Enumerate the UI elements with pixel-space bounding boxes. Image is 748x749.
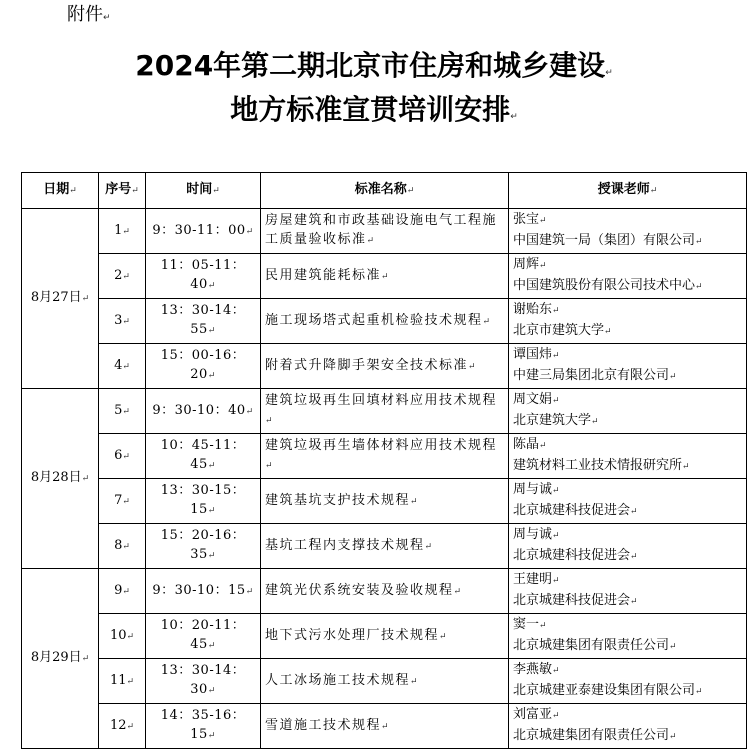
paragraph-mark: ↵ <box>207 371 216 381</box>
paragraph-mark: ↵ <box>122 451 130 462</box>
standard-name-cell: 施工现场塔式起重机检验技术规程↵ <box>261 299 509 344</box>
lecturer-cell <box>509 299 747 344</box>
paragraph-mark: ↵ <box>122 316 130 327</box>
lecturer-organization: 中国建筑一局（集团）有限公司↵ <box>513 233 703 248</box>
paragraph-mark: ↵ <box>552 306 560 316</box>
paragraph-mark: ↵ <box>265 416 275 426</box>
lecturer-cell <box>509 209 747 254</box>
paragraph-mark: ↵ <box>207 281 216 291</box>
paragraph-mark: ↵ <box>439 631 449 642</box>
paragraph-mark: ↵ <box>604 327 612 337</box>
standard-name-cell: 建筑垃圾再生墙体材料应用技术规程↵ <box>261 434 509 479</box>
lecturer-cell <box>509 389 747 434</box>
column-header-lecturer: 授课老师↵ <box>509 173 747 209</box>
paragraph-mark: ↵ <box>552 711 560 721</box>
lecturer-name: 周与诚↵ <box>513 527 560 542</box>
paragraph-mark: ↵ <box>669 372 677 382</box>
paragraph-mark: ↵ <box>539 216 547 226</box>
paragraph-mark: ↵ <box>695 687 703 697</box>
standard-name-cell: 人工冰场施工技术规程↵ <box>261 659 509 704</box>
number-cell: 4↵ <box>99 344 146 389</box>
time-cell: 9：30-11：00↵ <box>146 209 261 254</box>
standard-name-cell: 建筑基坑支护技术规程↵ <box>261 479 509 524</box>
lecturer-organization: 北京城建科技促进会↵ <box>513 503 638 518</box>
paragraph-mark: ↵ <box>468 361 478 372</box>
date-cell: 8月27日↵ <box>22 209 99 389</box>
lecturer-cell <box>509 434 747 479</box>
lecturer-organization: 北京城建科技促进会↵ <box>513 593 638 608</box>
lecturer-name: 周文娟↵ <box>513 392 560 407</box>
table-header-row <box>22 173 747 209</box>
time-cell: 11：05-11：40↵ <box>146 254 261 299</box>
lecturer-name: 窦一↵ <box>513 617 547 632</box>
paragraph-mark: ↵ <box>453 586 463 597</box>
paragraph-mark: ↵ <box>126 676 135 687</box>
paragraph-mark: ↵ <box>207 326 216 336</box>
paragraph-mark: ↵ <box>649 186 658 196</box>
paragraph-mark: ↵ <box>510 112 518 122</box>
lecturer-organization: 中国建筑股份有限公司技术中心↵ <box>513 278 703 293</box>
paragraph-mark: ↵ <box>122 271 130 282</box>
paragraph-mark: ↵ <box>539 261 547 271</box>
paragraph-mark: ↵ <box>207 641 216 651</box>
training-schedule-table <box>21 172 747 749</box>
paragraph-mark: ↵ <box>207 506 216 516</box>
lecturer-organization: 北京城建亚泰建设集团有限公司↵ <box>513 683 703 698</box>
lecturer-name: 周与诚↵ <box>513 482 560 497</box>
paragraph-mark: ↵ <box>552 486 560 496</box>
paragraph-mark: ↵ <box>630 507 638 517</box>
column-header-date: 日期↵ <box>22 173 99 209</box>
lecturer-organization: 建筑材料工业技术情报研究所↵ <box>513 458 690 473</box>
lecturer-organization: 北京城建科技促进会↵ <box>513 548 638 563</box>
paragraph-mark: ↵ <box>539 441 547 451</box>
standard-name-cell: 附着式升降脚手架安全技术标准↵ <box>261 344 509 389</box>
lecturer-name: 刘富亚↵ <box>513 707 560 722</box>
lecturer-organization: 北京城建集团有限责任公司↵ <box>513 728 677 743</box>
paragraph-mark: ↵ <box>682 462 690 472</box>
paragraph-mark: ↵ <box>381 271 391 282</box>
paragraph-mark: ↵ <box>122 496 130 507</box>
paragraph-mark: ↵ <box>381 721 391 732</box>
number-cell: 3↵ <box>99 299 146 344</box>
paragraph-mark: ↵ <box>552 396 560 406</box>
table-row <box>22 254 747 299</box>
date-cell: 8月29日↵ <box>22 569 99 749</box>
paragraph-mark: ↵ <box>81 654 90 664</box>
column-header-number: 序号↵ <box>99 173 146 209</box>
table-row <box>22 659 747 704</box>
paragraph-mark: ↵ <box>630 552 638 562</box>
paragraph-mark: ↵ <box>591 417 599 427</box>
time-cell: 9：30-10：15↵ <box>146 569 261 614</box>
paragraph-mark: ↵ <box>122 226 130 237</box>
paragraph-mark: ↵ <box>552 576 560 586</box>
number-cell: 8↵ <box>99 524 146 569</box>
paragraph-mark: ↵ <box>103 13 111 23</box>
table-row <box>22 389 747 434</box>
paragraph-mark: ↵ <box>552 531 560 541</box>
table-row <box>22 479 747 524</box>
page-title-line2: 地方标准宣贯培训安排↵ <box>230 93 518 126</box>
paragraph-mark: ↵ <box>245 226 254 237</box>
table-row <box>22 299 747 344</box>
paragraph-mark: ↵ <box>406 186 415 196</box>
table-row <box>22 434 747 479</box>
paragraph-mark: ↵ <box>69 186 77 196</box>
paragraph-mark: ↵ <box>245 406 254 417</box>
lecturer-cell <box>509 479 747 524</box>
lecturer-cell <box>509 344 747 389</box>
paragraph-mark: ↵ <box>122 361 130 372</box>
lecturer-name: 王建明↵ <box>513 572 560 587</box>
paragraph-mark: ↵ <box>207 461 216 471</box>
date-cell: 8月28日↵ <box>22 389 99 569</box>
standard-name-cell: 民用建筑能耗标准↵ <box>261 254 509 299</box>
paragraph-mark: ↵ <box>122 406 130 417</box>
attachment-label: 附件↵ <box>67 4 111 25</box>
paragraph-mark: ↵ <box>366 236 376 246</box>
number-cell: 11↵ <box>99 659 146 704</box>
lecturer-cell <box>509 254 747 299</box>
table-row <box>22 209 747 254</box>
lecturer-name: 周辉↵ <box>513 257 547 272</box>
number-cell: 10↵ <box>99 614 146 659</box>
time-cell: 10：45-11：45↵ <box>146 434 261 479</box>
paragraph-mark: ↵ <box>539 621 547 631</box>
time-cell: 15：20-16：35↵ <box>146 524 261 569</box>
paragraph-mark: ↵ <box>410 496 420 507</box>
number-cell: 5↵ <box>99 389 146 434</box>
number-cell: 1↵ <box>99 209 146 254</box>
time-cell: 15：00-16：20↵ <box>146 344 261 389</box>
standard-name-cell: 雪道施工技术规程↵ <box>261 704 509 749</box>
table-row <box>22 569 747 614</box>
number-cell: 7↵ <box>99 479 146 524</box>
paragraph-mark: ↵ <box>669 732 677 742</box>
lecturer-cell <box>509 569 747 614</box>
paragraph-mark: ↵ <box>695 282 703 292</box>
paragraph-mark: ↵ <box>126 631 135 642</box>
lecturer-cell <box>509 614 747 659</box>
number-cell: 2↵ <box>99 254 146 299</box>
paragraph-mark: ↵ <box>482 316 492 327</box>
table-row <box>22 344 747 389</box>
time-cell: 14：35-16：15↵ <box>146 704 261 749</box>
lecturer-name: 谭国炜↵ <box>513 347 560 362</box>
lecturer-cell <box>509 524 747 569</box>
lecturer-cell <box>509 704 747 749</box>
column-header-standard: 标准名称↵ <box>261 173 509 209</box>
standard-name-cell: 基坑工程内支撑技术规程↵ <box>261 524 509 569</box>
time-cell: 13：30-14：55↵ <box>146 299 261 344</box>
time-cell: 10：20-11：45↵ <box>146 614 261 659</box>
lecturer-cell <box>509 659 747 704</box>
page-title-line1: 2024年第二期北京市住房和城乡建设↵ <box>135 49 613 82</box>
time-cell: 13：30-14：30↵ <box>146 659 261 704</box>
paragraph-mark: ↵ <box>245 586 254 597</box>
paragraph-mark: ↵ <box>207 731 216 741</box>
table-row <box>22 524 747 569</box>
paragraph-mark: ↵ <box>669 642 677 652</box>
paragraph-mark: ↵ <box>81 294 90 304</box>
column-header-time: 时间↵ <box>146 173 261 209</box>
paragraph-mark: ↵ <box>410 676 420 687</box>
paragraph-mark: ↵ <box>122 586 130 597</box>
time-cell: 9：30-10：40↵ <box>146 389 261 434</box>
lecturer-name: 谢贻东↵ <box>513 302 560 317</box>
lecturer-organization: 北京城建集团有限责任公司↵ <box>513 638 677 653</box>
paragraph-mark: ↵ <box>212 186 220 196</box>
paragraph-mark: ↵ <box>81 474 90 484</box>
paragraph-mark: ↵ <box>122 541 130 552</box>
paragraph-mark: ↵ <box>630 597 638 607</box>
paragraph-mark: ↵ <box>552 351 560 361</box>
number-cell: 12↵ <box>99 704 146 749</box>
standard-name-cell: 地下式污水处理厂技术规程↵ <box>261 614 509 659</box>
number-cell: 6↵ <box>99 434 146 479</box>
paragraph-mark: ↵ <box>207 551 216 561</box>
table-row <box>22 614 747 659</box>
paragraph-mark: ↵ <box>265 461 275 471</box>
paragraph-mark: ↵ <box>605 68 613 78</box>
standard-name-cell: 建筑光伏系统安装及验收规程↵ <box>261 569 509 614</box>
paragraph-mark: ↵ <box>131 186 139 196</box>
standard-name-cell: 房屋建筑和市政基础设施电气工程施工质量验收标准↵ <box>261 209 509 254</box>
paragraph-mark: ↵ <box>695 237 703 247</box>
paragraph-mark: ↵ <box>207 686 216 696</box>
lecturer-name: 陈晶↵ <box>513 437 547 452</box>
paragraph-mark: ↵ <box>552 666 560 676</box>
lecturer-organization: 中建三局集团北京有限公司↵ <box>513 368 677 383</box>
lecturer-organization: 北京市建筑大学↵ <box>513 323 612 338</box>
lecturer-name: 李燕敏↵ <box>513 662 560 677</box>
lecturer-name: 张宝↵ <box>513 212 547 227</box>
lecturer-organization: 北京建筑大学↵ <box>513 413 599 428</box>
standard-name-cell: 建筑垃圾再生回填材料应用技术规程↵ <box>261 389 509 434</box>
paragraph-mark: ↵ <box>126 721 135 732</box>
table-row <box>22 704 747 749</box>
number-cell: 9↵ <box>99 569 146 614</box>
paragraph-mark: ↵ <box>424 541 434 552</box>
time-cell: 13：30-15：15↵ <box>146 479 261 524</box>
